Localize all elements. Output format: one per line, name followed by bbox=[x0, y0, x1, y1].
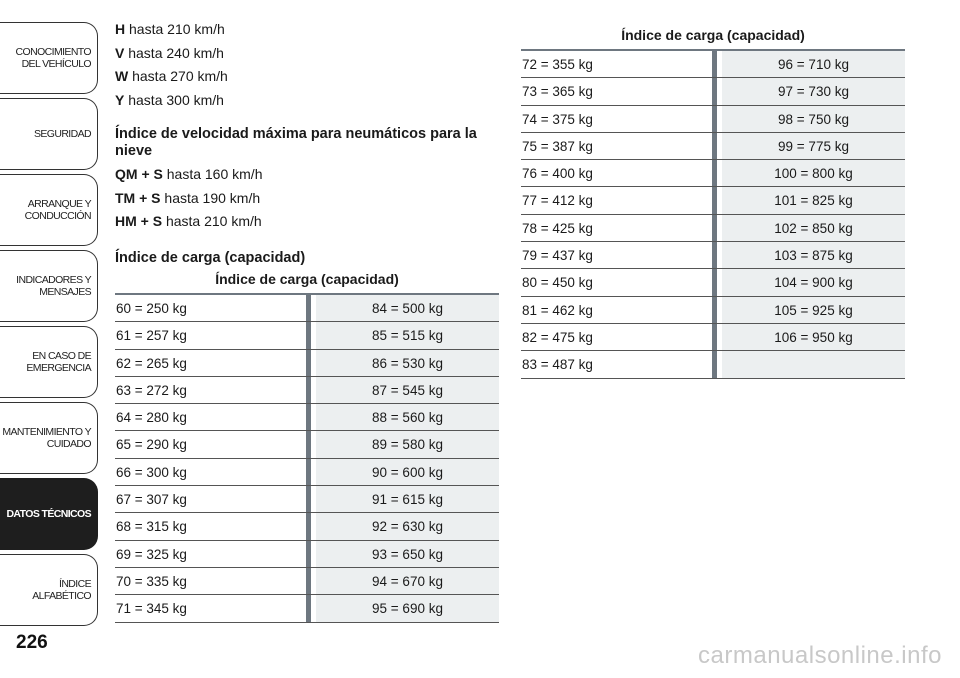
snow-speed-list bbox=[115, 163, 505, 234]
column-separator bbox=[712, 324, 717, 350]
table-cell-right: 100 = 800 kg bbox=[722, 160, 905, 186]
table-cell-left: 69 = 325 kg bbox=[116, 546, 187, 562]
table-row bbox=[115, 513, 499, 540]
table-row bbox=[521, 106, 905, 133]
speed-index-list bbox=[115, 18, 505, 112]
table-row bbox=[115, 595, 499, 622]
list-item bbox=[115, 65, 505, 89]
table-cell-left: 77 = 412 kg bbox=[522, 193, 593, 209]
table-row bbox=[521, 160, 905, 187]
index-value: hasta 190 km/h bbox=[164, 189, 261, 206]
table-row bbox=[115, 568, 499, 595]
table-cell-right: 84 = 500 kg bbox=[316, 295, 499, 321]
table-cell-right: 106 = 950 kg bbox=[722, 324, 905, 350]
column-separator bbox=[712, 106, 717, 132]
table-row bbox=[115, 486, 499, 513]
table-row bbox=[521, 133, 905, 160]
table-row bbox=[115, 350, 499, 377]
table-row bbox=[115, 459, 499, 486]
watermark: carmanualsonline.info bbox=[698, 642, 942, 669]
table-cell-right: 85 = 515 kg bbox=[316, 322, 499, 348]
column-separator bbox=[712, 187, 717, 213]
sidebar-tab[interactable]: ÍNDICE ALFABÉTICO bbox=[0, 554, 98, 626]
column-separator bbox=[306, 568, 311, 594]
table-caption: Índice de carga (capacidad) bbox=[621, 27, 805, 43]
table-cell-left: 81 = 462 kg bbox=[522, 302, 593, 318]
sidebar-tab[interactable]: CONOCIMIENTO DEL VEHÍCULO bbox=[0, 22, 98, 94]
column-separator bbox=[306, 486, 311, 512]
table-cell-right: 97 = 730 kg bbox=[722, 78, 905, 104]
table-row bbox=[521, 215, 905, 242]
column-separator bbox=[306, 541, 311, 567]
table-row bbox=[115, 295, 499, 322]
table-row bbox=[521, 78, 905, 105]
table-cell-right: 88 = 560 kg bbox=[316, 404, 499, 430]
index-code: Y bbox=[115, 91, 125, 108]
table-cell-left: 64 = 280 kg bbox=[116, 410, 187, 426]
table-cell-left: 72 = 355 kg bbox=[522, 57, 593, 72]
content-column bbox=[115, 18, 505, 270]
table-row bbox=[521, 187, 905, 214]
list-item bbox=[115, 187, 505, 211]
column-separator bbox=[712, 297, 717, 323]
column-separator bbox=[712, 351, 717, 377]
list-item bbox=[115, 18, 505, 42]
table-cell-left: 73 = 365 kg bbox=[522, 84, 593, 100]
column-separator bbox=[712, 215, 717, 241]
table-cell-left: 71 = 345 kg bbox=[116, 601, 187, 617]
table-cell-right: 92 = 630 kg bbox=[316, 513, 499, 539]
column-separator bbox=[306, 431, 311, 457]
index-value: hasta 160 km/h bbox=[166, 166, 263, 182]
table-cell-right: 103 = 875 kg bbox=[722, 242, 905, 268]
table-cell-left: 66 = 300 kg bbox=[116, 464, 187, 480]
index-code: HM + S bbox=[115, 213, 163, 229]
column-separator bbox=[712, 78, 717, 104]
table-cell-left: 76 = 400 kg bbox=[522, 166, 593, 182]
sidebar-tab[interactable]: ARRANQUE Y CONDUCCIÓN bbox=[0, 174, 98, 246]
table-cell-left: 68 = 315 kg bbox=[116, 519, 187, 535]
index-code: W bbox=[115, 68, 129, 84]
table-cell-left: 70 = 335 kg bbox=[116, 573, 187, 589]
table-cell-right: 90 = 600 kg bbox=[316, 459, 499, 485]
load-index-table-right bbox=[521, 25, 905, 379]
table-cell-left: 79 = 437 kg bbox=[522, 248, 593, 264]
table-cell-right: 98 = 750 kg bbox=[722, 106, 905, 132]
table-cell-left: 80 = 450 kg bbox=[522, 275, 593, 291]
column-separator bbox=[306, 595, 311, 621]
column-separator bbox=[306, 350, 311, 376]
table-cell-left: 62 = 265 kg bbox=[116, 355, 187, 371]
index-value: hasta 300 km/h bbox=[128, 91, 224, 108]
table-cell-right: 102 = 850 kg bbox=[722, 215, 905, 241]
column-separator bbox=[712, 51, 717, 77]
table-row bbox=[521, 324, 905, 351]
table-row bbox=[521, 351, 905, 378]
table-cell-left: 74 = 375 kg bbox=[522, 111, 593, 127]
load-index-table-left bbox=[115, 269, 499, 623]
table-cell-right: 93 = 650 kg bbox=[316, 541, 499, 567]
column-separator bbox=[712, 242, 717, 268]
column-separator bbox=[712, 160, 717, 186]
index-value: hasta 240 km/h bbox=[128, 44, 224, 61]
column-separator bbox=[306, 295, 311, 321]
table-cell-right: 94 = 670 kg bbox=[316, 568, 499, 594]
table-cell-right: 104 = 900 kg bbox=[722, 269, 905, 295]
table-row bbox=[521, 242, 905, 269]
column-separator bbox=[712, 269, 717, 295]
sidebar-tab[interactable]: INDICADORES Y MENSAJES bbox=[0, 250, 98, 322]
index-value: hasta 210 km/h bbox=[129, 21, 225, 37]
table-cell-left: 67 = 307 kg bbox=[116, 492, 187, 508]
table-cell-left: 61 = 257 kg bbox=[116, 328, 187, 344]
table-cell-left: 65 = 290 kg bbox=[116, 437, 187, 453]
table-row bbox=[115, 431, 499, 458]
index-value: hasta 210 km/h bbox=[165, 213, 262, 229]
list-item bbox=[115, 42, 505, 66]
table-row bbox=[521, 269, 905, 296]
index-value: hasta 270 km/h bbox=[132, 68, 228, 84]
table-row bbox=[115, 322, 499, 349]
list-item bbox=[115, 163, 505, 187]
table-cell-right: 87 = 545 kg bbox=[316, 377, 499, 403]
sidebar-tab[interactable]: SEGURIDAD bbox=[0, 98, 98, 170]
index-code: H bbox=[115, 21, 126, 37]
list-item bbox=[115, 89, 505, 113]
load-index-heading: Índice de carga (capacidad) bbox=[115, 249, 306, 266]
page-number: 226 bbox=[16, 632, 48, 653]
table-cell-right bbox=[722, 351, 905, 377]
table-cell-right: 105 = 925 kg bbox=[722, 297, 905, 323]
table-cell-left: 78 = 425 kg bbox=[522, 220, 593, 236]
table-row bbox=[115, 541, 499, 568]
sidebar-tab[interactable]: EN CASO DE EMERGENCIA bbox=[0, 326, 98, 398]
table-cell-right: 91 = 615 kg bbox=[316, 486, 499, 512]
index-code: TM + S bbox=[115, 189, 161, 206]
column-separator bbox=[306, 459, 311, 485]
column-separator bbox=[306, 377, 311, 403]
snow-speed-heading: Índice de velocidad máxima para neumáticos para la nieve bbox=[115, 126, 477, 159]
table-cell-right: 99 = 775 kg bbox=[722, 133, 905, 159]
table-row bbox=[521, 51, 905, 78]
sidebar-tab[interactable]: DATOS TÉCNICOS bbox=[0, 478, 98, 550]
column-separator bbox=[306, 404, 311, 430]
table-cell-right: 86 = 530 kg bbox=[316, 350, 499, 376]
table-cell-right: 89 = 580 kg bbox=[316, 431, 499, 457]
column-separator bbox=[306, 513, 311, 539]
table-cell-left: 63 = 272 kg bbox=[116, 382, 187, 398]
index-code: V bbox=[115, 44, 125, 61]
table-cell-right: 95 = 690 kg bbox=[316, 595, 499, 621]
table-cell-right: 96 = 710 kg bbox=[722, 51, 905, 77]
table-cell-left: 82 = 475 kg bbox=[522, 329, 593, 345]
table-cell-left: 60 = 250 kg bbox=[116, 301, 187, 316]
column-separator bbox=[306, 322, 311, 348]
table-caption: Índice de carga (capacidad) bbox=[215, 271, 399, 287]
table-cell-right: 101 = 825 kg bbox=[722, 187, 905, 213]
table-row bbox=[521, 297, 905, 324]
list-item bbox=[115, 210, 505, 234]
index-code: QM + S bbox=[115, 166, 163, 182]
column-separator bbox=[712, 133, 717, 159]
table-row bbox=[115, 377, 499, 404]
table-cell-left: 83 = 487 kg bbox=[522, 357, 593, 373]
sidebar-tab[interactable]: MANTENIMIENTO Y CUIDADO bbox=[0, 402, 98, 474]
table-cell-left: 75 = 387 kg bbox=[522, 138, 593, 154]
table-row bbox=[115, 404, 499, 431]
